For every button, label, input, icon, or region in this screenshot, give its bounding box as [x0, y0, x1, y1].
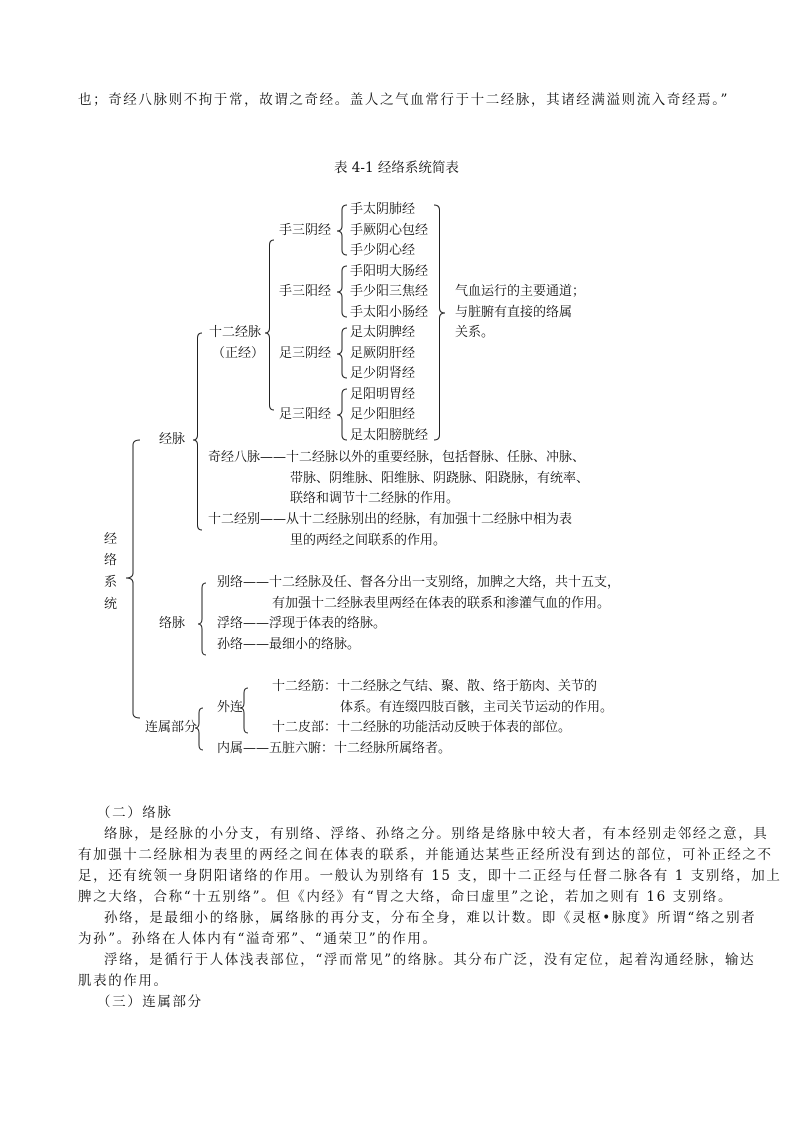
- meridian: 手阳明大肠经: [350, 264, 429, 279]
- group-label: 手三阳经: [279, 284, 332, 299]
- jingjin-line: 十二经筋：十二经脉之气结、聚、散、络于筋肉、关节的: [272, 679, 598, 694]
- wailian-label: 外连: [217, 700, 244, 715]
- brace: [126, 440, 140, 718]
- qijing-line: 带脉、阴维脉、阳维脉、阴跷脉、阳跷脉，有统率、: [290, 471, 590, 486]
- brace: [198, 583, 206, 655]
- meridian: 足厥阴肝经: [350, 346, 416, 361]
- shier-jingmai-label: 十二经脉: [209, 325, 262, 340]
- meridian: 足少阳胆经: [350, 407, 416, 422]
- root-char: 络: [104, 553, 118, 568]
- brace: [337, 389, 347, 440]
- paragraph-line: 有加强十二经脉相为表里的两经之间在体表的联系，并能通达某些正经所没有到达的部位，可补正经之不: [78, 847, 773, 863]
- table-title: 表 4-1 经络系统简表: [334, 160, 459, 176]
- meridian-note: 气血运行的主要通道；: [455, 284, 586, 299]
- meridian: 手少阴心经: [350, 243, 416, 258]
- paragraph-line: 为孙”。孙络在人体内有“溢奇邪”、“通荣卫”的作用。: [78, 931, 438, 947]
- luomai-label: 络脉: [159, 616, 186, 631]
- bieluo-line: 别络——十二经脉及任、督各分出一支别络，加脾之大络，共十五支，: [217, 575, 621, 590]
- paragraph-line: 络脉，是经脉的小分支，有别络、浮络、孙络之分。别络是络脉中较大者，有本经别走邻经之意，具: [104, 826, 769, 842]
- bieluo-line: 有加强十二经脉表里两经在体表的联系和渗灌气血的作用。: [272, 596, 611, 611]
- root-char: 经: [104, 532, 118, 547]
- brace: [193, 333, 202, 530]
- meridian-note: 关系。: [455, 325, 495, 340]
- meridian: 足阳明胃经: [350, 387, 416, 402]
- zhengjing-label: （正经）: [212, 346, 265, 361]
- group-label: 足三阳经: [279, 407, 332, 422]
- meridian: 足太阳膀胱经: [350, 428, 429, 443]
- jingmai-label: 经脉: [159, 432, 186, 447]
- fuluo-line: 浮络——浮现于体表的络脉。: [217, 616, 387, 631]
- brace: [434, 205, 445, 440]
- paragraph-line: 脾之大络，合称“十五别络”。但《内经》有“胃之大络，命曰虚里”之论，若加之则有 16 支别络。: [78, 889, 734, 905]
- meridian: 手太阴肺经: [350, 202, 416, 217]
- brace: [337, 205, 347, 255]
- brace: [265, 240, 274, 410]
- lianshu-label: 连属部分: [145, 720, 198, 735]
- section2-heading: （二）络脉: [97, 805, 173, 821]
- neishu-line: 内属——五脏六腑：十二经脉所属络者。: [217, 741, 452, 756]
- paragraph-line: 孙络，是最细小的络脉，属络脉的再分支，分布全身，难以计数。即《灵枢•脉度》所谓“络之别者: [104, 910, 757, 926]
- brace: [337, 266, 347, 317]
- root-char: 统: [104, 597, 118, 612]
- group-label: 手三阴经: [279, 223, 332, 238]
- brace: [337, 328, 347, 378]
- root-char: 系: [104, 575, 118, 590]
- jingbie-line: 里的两经之间联系的作用。: [290, 533, 447, 548]
- jingjin-line: 体系。有连缀四肢百骸，主司关节运动的作用。: [340, 700, 614, 715]
- paragraph-line: 肌表的作用。: [78, 973, 169, 989]
- group-label: 足三阴经: [279, 346, 332, 361]
- meridian-note: 与脏腑有直接的络属: [455, 305, 573, 320]
- qijing-line: 奇经八脉——十二经脉以外的重要经脉，包括督脉、任脉、冲脉、: [208, 450, 586, 465]
- intro-line: 也；奇经八脉则不拘于常，故谓之奇经。盖人之气血常行于十二经脉，其诸经满溢则流入奇经焉。”: [78, 92, 730, 108]
- meridian: 足少阴肾经: [350, 366, 416, 381]
- pibu-line: 十二皮部：十二经脉的功能活动反映于体表的部位。: [272, 720, 572, 735]
- jingbie-line: 十二经别——从十二经脉别出的经脉，有加强十二经脉中相为表: [208, 512, 573, 527]
- meridian: 手太阳小肠经: [350, 305, 429, 320]
- meridian: 手少阳三焦经: [350, 284, 429, 299]
- paragraph-line: 足，还有统领一身阴阳诸络的作用。一般认为别络有 15 支，即十二正经与任督二脉各有 1 支别络，加上: [78, 868, 782, 884]
- sunluo-line: 孙络——最细小的络脉。: [217, 637, 361, 652]
- section3-heading: （三）连属部分: [97, 994, 203, 1010]
- paragraph-line: 浮络，是循行于人体浅表部位，“浮而常见”的络脉。其分布广泛，没有定位，起着沟通经脉，输达: [104, 952, 756, 968]
- qijing-line: 联络和调节十二经脉的作用。: [290, 491, 460, 506]
- meridian: 手厥阴心包经: [350, 223, 429, 238]
- meridian: 足太阴脾经: [350, 325, 416, 340]
